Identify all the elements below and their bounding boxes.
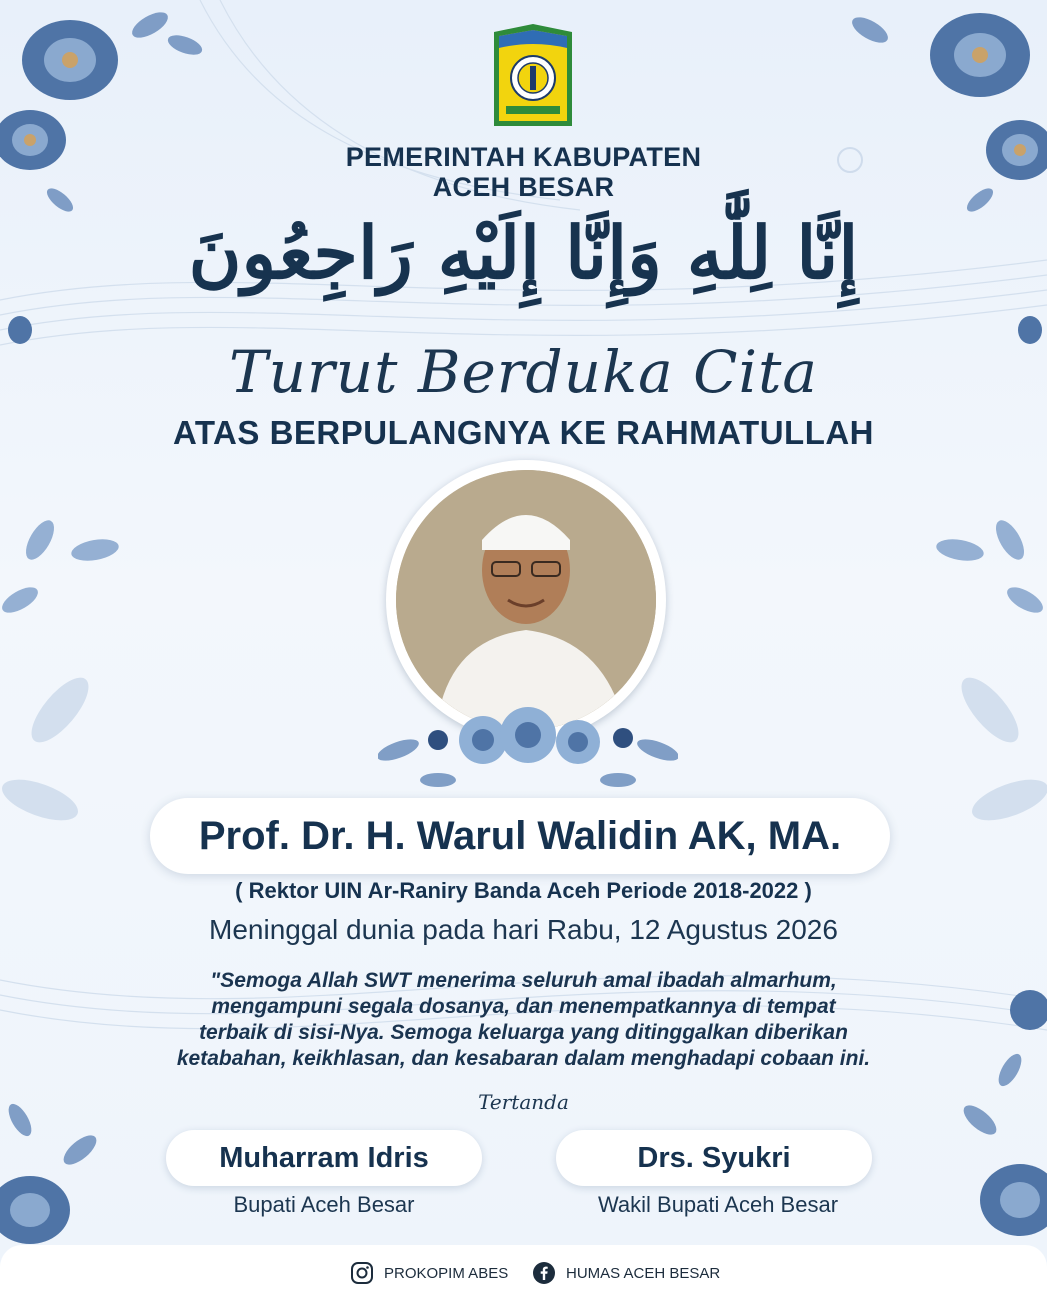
facebook-icon	[532, 1261, 556, 1285]
flower-decoration-bottom-right	[920, 980, 1047, 1250]
aceh-besar-emblem	[490, 22, 576, 130]
instagram-link[interactable]	[350, 1261, 508, 1285]
prayer-line: terbaik di sisi-Nya. Semoga keluarga yang ditinggalkan diberikan	[199, 1021, 848, 1044]
deceased-name: Prof. Dr. H. Warul Walidin AK, MA.	[198, 813, 842, 858]
signatory-right-title: Wakil Bupati Aceh Besar	[597, 1192, 839, 1217]
leaf-decoration-left	[0, 510, 140, 850]
signatory-left-name: Muharram Idris	[219, 1141, 429, 1174]
prayer-text	[130, 968, 917, 1072]
org-line-1: PEMERINTAH KABUPATEN	[345, 142, 702, 172]
flower-decoration-bottom-left	[0, 1060, 160, 1250]
deceased-name-card	[150, 798, 890, 874]
signed-label: Tertanda	[478, 1090, 569, 1114]
footer-bar	[0, 1245, 1047, 1299]
leaf-decoration-right	[910, 510, 1047, 850]
portrait-flower-garland	[378, 690, 678, 800]
signatory-left-title: Bupati Aceh Besar	[233, 1192, 415, 1217]
prayer-line: ketabahan, keikhlasan, dan kesabaran dalam menghadapi cobaan ini.	[176, 1047, 871, 1070]
instagram-handle: PROKOPIM ABES	[384, 1264, 509, 1282]
prayer-line: "Semoga Allah SWT menerima seluruh amal ibadah almarhum,	[210, 969, 837, 992]
prayer-line: mengampuni segala dosanya, dan menempatkannya di tempat	[211, 995, 836, 1018]
subtitle: ATAS BERPULANGNYA KE RAHMATULLAH	[172, 414, 875, 451]
facebook-page-name: HUMAS ACEH BESAR	[566, 1264, 721, 1282]
instagram-icon	[350, 1261, 374, 1285]
org-line-2: ACEH BESAR	[432, 172, 615, 202]
condolence-script-title: Turut Berduka Cita	[229, 338, 818, 406]
signatory-right-card	[556, 1130, 872, 1186]
signatory-right-name: Drs. Syukri	[637, 1141, 791, 1174]
organization-name	[0, 142, 1047, 202]
arabic-calligraphy: إِنَّا لِلَّٰهِ وَإِنَّا إِلَيْهِ رَاجِعُونَ	[188, 210, 859, 295]
signatory-left-card	[166, 1130, 482, 1186]
facebook-link[interactable]	[532, 1261, 720, 1285]
deceased-role: ( Rektor UIN Ar-Raniry Banda Aceh Periode 2018-2022 )	[235, 878, 812, 903]
date-of-death: Meninggal dunia pada hari Rabu, 12 Agustus 2026	[209, 914, 838, 945]
